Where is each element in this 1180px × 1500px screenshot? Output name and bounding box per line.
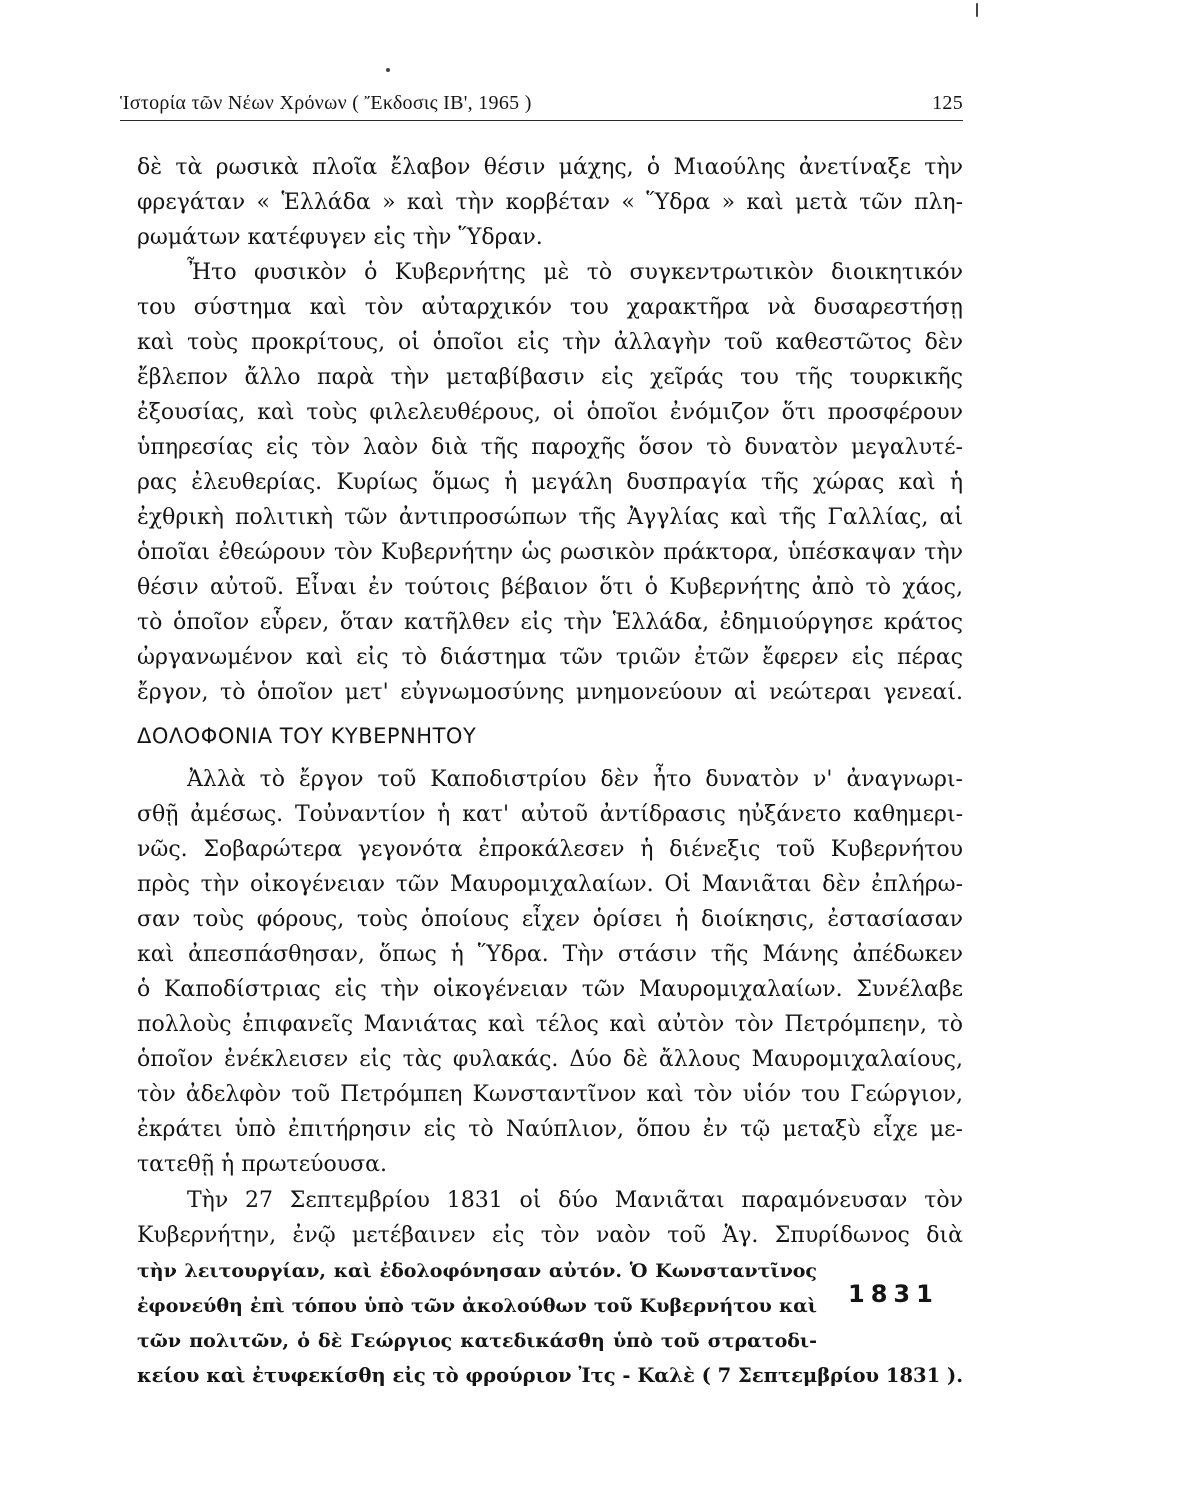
text-line: πολλοὺς ἐπιφανεῖς Μανιάτας καὶ τέλος καὶ αὐτὸν τὸν Πετρόμπεην, τὸ [137,1012,963,1037]
text-line: ἐφονεύθη ἐπὶ τόπου ὑπὸ τῶν ἀκολούθων τοῦ Κυβερνήτου καὶ [137,1295,817,1317]
text-line: ρας ἐλευθερίας. Κυρίως ὅμως ἡ μεγάλη δυσπραγία τῆς χώρας καὶ ἡ [137,470,963,495]
text-line: καὶ ἀπεσπάσθησαν, ὅπως ἡ Ὕδρα. Τὴν στάσιν τῆς Μάνης ἀπέδωκεν [137,942,963,967]
text-line: ὑπηρεσίας εἰς τὸν λαὸν διὰ τῆς παροχῆς ὅσον τὸ δυνατὸν μεγαλυτέ- [137,435,963,460]
text-line: σθῇ ἀμέσως. Τοὐναντίον ἡ κατ' αὐτοῦ ἀντίδρασις ηὐξάνετο καθημερι- [137,802,963,827]
text-line: ὁποῖον ἐνέκλεισεν εἰς τὰς φυλακάς. Δύο δὲ ἄλλους Μαυρομιχαλαίους, [137,1047,963,1072]
text-line: τῶν πολιτῶν, ὁ δὲ Γεώργιος κατεδικάσθη ὑπὸ τοῦ στρατοδι- [137,1330,817,1352]
text-line: πρὸς τὴν οἰκογένειαν τῶν Μαυρομιχαλαίων. Οἱ Μανιᾶται δὲν ἐπλήρω- [137,872,963,897]
text-line: ἐξουσίας, καὶ τοὺς φιλελευθέρους, οἱ ὁποῖοι ἐνόμιζον ὅτι προσφέρουν [137,400,963,425]
scan-speck [386,68,390,72]
text-line: τὸ ὁποῖον εὗρεν, ὅταν κατῆλθεν εἰς τὴν Ἑλλάδα, ἐδημιούργησε κράτος [137,610,963,635]
section-heading: ΔΟΛΟΦΟΝΙΑ ΤΟΥ ΚΥΒΕΡΝΗΤΟΥ [137,724,477,748]
running-header [120,90,963,121]
text-line: δὲ τὰ ρωσικὰ πλοῖα ἔλαβον θέσιν μάχης, ὁ Μιαούλης ἀνετίναξε τὴν [137,155,963,180]
text-line: ὁ Καποδίστριας εἰς τὴν οἰκογένειαν τῶν Μαυρομιχαλαίων. Συνέλαβε [137,977,963,1002]
text-line: ρωμάτων κατέφυγεν εἰς τὴν Ὕδραν. [137,225,543,250]
text-line: ὠργανωμένον καὶ εἰς τὸ διάστημα τῶν τριῶν ἐτῶν ἔφερεν εἰς πέρας [137,645,963,670]
text-line: Τὴν 27 Σεπτεμβρίου 1831 οἱ δύο Μανιᾶται παραμόνευσαν τὸν [187,1188,963,1213]
text-line: ἐκράτει ὑπὸ ἐπιτήρησιν εἰς τὸ Ναύπλιον, ὅπου ἐν τῷ μεταξὺ εἶχε με- [137,1117,963,1142]
text-line: θέσιν αὐτοῦ. Εἶναι ἐν τούτοις βέβαιον ὅτι ὁ Κυβερνήτης ἀπὸ τὸ χάος, [137,575,963,600]
text-line: του σύστημα καὶ τὸν αὐταρχικόν του χαρακτῆρα νὰ δυσαρεστήσῃ [137,295,963,320]
text-line: ἔργον, τὸ ὁποῖον μετ' εὐγνωμοσύνης μνημονεύουν αἱ νεώτεραι γενεαί. [137,680,963,705]
margin-year-note: 1831 [848,1280,939,1308]
text-line: καὶ τοὺς προκρίτους, οἱ ὁποῖοι εἰς τὴν ἀλλαγὴν τοῦ καθεστῶτος δὲν [137,330,963,355]
text-line: τατεθῇ ἡ πρωτεύουσα. [137,1152,387,1177]
text-line: σαν τοὺς φόρους, τοὺς ὁποίους εἶχεν ὁρίσει ἡ διοίκησις, ἐστασίασαν [137,907,963,932]
text-line: τὴν λειτουργίαν, καὶ ἐδολοφόνησαν αὐτόν. Ὁ Κωνσταντῖνος [137,1260,817,1282]
header-title: Ἱστορία τῶν Νέων Χρόνων ( Ἔκδοσις ΙΒ', 1965 ) [120,92,532,114]
text-line: κείου καὶ ἐτυφεκίσθη εἰς τὸ φρούριον Ἰτς - Καλὲ ( 7 Σεπτεμβρίου 1831 ). [137,1364,963,1387]
scan-speck [976,3,978,17]
page-number: 125 [932,92,963,114]
text-line: ἐχθρικὴ πολιτικὴ τῶν ἀντιπροσώπων τῆς Ἀγγλίας καὶ τῆς Γαλλίας, αἱ [137,505,963,530]
text-line: ὁποῖαι ἐθεώρουν τὸν Κυβερνήτην ὡς ρωσικὸν πράκτορα, ὑπέσκαψαν τὴν [137,540,963,565]
text-line: φρεγάταν « Ἑλλάδα » καὶ τὴν κορβέταν « Ὕδρα » καὶ μετὰ τῶν πλη- [137,190,963,215]
text-line: Κυβερνήτην, ἐνῷ μετέβαινεν εἰς τὸν ναὸν τοῦ Ἁγ. Σπυρίδωνος διὰ [137,1223,963,1248]
text-line: τὸν ἀδελφὸν τοῦ Πετρόμπεη Κωνσταντῖνον καὶ τὸν υἱόν του Γεώργιον, [137,1082,963,1107]
text-line: νῶς. Σοβαρώτερα γεγονότα ἐπροκάλεσεν ἡ διένεξις τοῦ Κυβερνήτου [137,837,963,862]
text-line: Ἦτο φυσικὸν ὁ Κυβερνήτης μὲ τὸ συγκεντρωτικὸν διοικητικόν [187,260,963,285]
text-line: Ἀλλὰ τὸ ἔργον τοῦ Καποδιστρίου δὲν ἦτο δυνατὸν ν' ἀναγνωρι- [187,767,963,792]
text-line: ἔβλεπον ἄλλο παρὰ τὴν μεταβίβασιν εἰς χεῖράς του τῆς τουρκικῆς [137,365,963,390]
